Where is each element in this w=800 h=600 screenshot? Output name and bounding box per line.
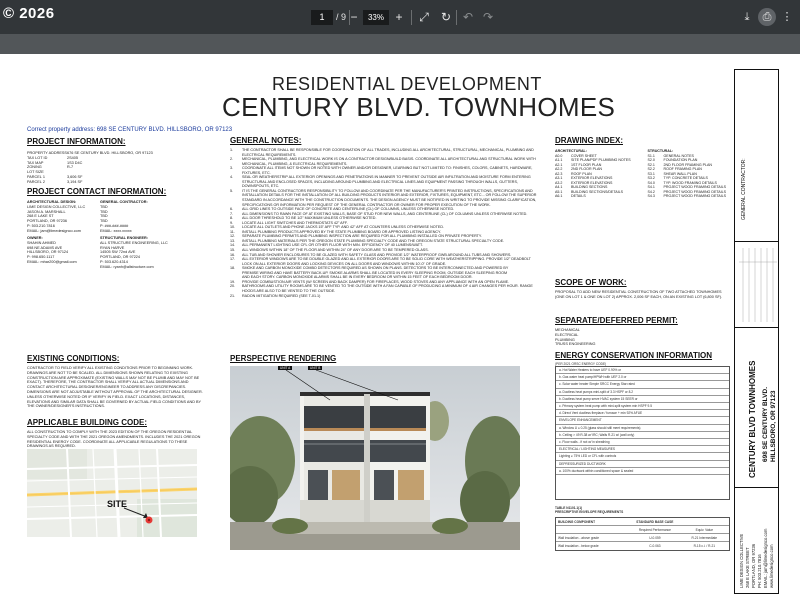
general-note-number: 17. [230, 257, 236, 262]
general-note-text: LOCATE ALL LIGHT SWITCHES AND THERMOSTATS 42" AFF. [242, 220, 348, 225]
general-note-text: SMOKE AND CARBON MONOXIDE COMBO DETECTORS REQUIRED AS SHOWN ON PLANS. DETECTORS TO BE INTERCONNECTED AND POWERED BY [242, 266, 509, 271]
unit-b-label: UNIT B [310, 366, 321, 370]
firm-info-line: LIME DESIGN COLLECTIVE [739, 533, 744, 588]
general-note-text: ALL WINDOWS WITHIN 18" OF THE FLOOR AND WITHIN 24" OF ANY DOOR ARE TO BE TEMPERED GLASS. [242, 248, 429, 253]
page-number-input[interactable]: 1 [311, 10, 333, 25]
general-note-text: MECHANICAL, PLUMBING, & ELECTRICAL REQUIREMENTS. [242, 161, 348, 166]
project-info-value: R-7 [67, 165, 74, 170]
rotate-icon[interactable]: ↻ [440, 10, 452, 24]
general-note-text: ALL TUB AND SHOWER ENCLOSURES TO BE GLAZED WITH SAFETY GLASS AND PROVIDE 1/2" WATERPROOF GWB AROUND ALL TUBS AND SHOWERS. [242, 252, 512, 257]
general-note-text: SEPARATE PLUMBING PERMITS AND PLUMBING INSPECTION ARE REQUIRED FOR ALL PLUMBING INSTALLED ON PRIVATE PROPERTY. [242, 234, 482, 239]
permit-item: TRUSS ENGINEERING [555, 342, 596, 347]
project-info-key: LOT SIZE [27, 170, 44, 175]
contact-line: EMAIL: ryanh@allstructure.com [100, 264, 154, 269]
envelope-cell: Wall insulation - above grade [558, 535, 599, 540]
contact-line: LIME DESIGN COLLECTIVE, LLC [27, 204, 86, 209]
contact-line: TBD [100, 219, 108, 224]
project-info-value: 676 SE CENTURY BLVD. HILLSBORO, OR 97123 [67, 151, 153, 155]
energy-measure-row: d. Direct Vent ductless fireplace / furnace + min 92% AFUE [556, 410, 729, 417]
title-block-address-1: 698 SE CENTURY BLVD. [762, 386, 769, 462]
energy-measure-row: a. 100% ductwork within conditioned space & sealed [556, 468, 729, 475]
firm-cell [735, 488, 778, 595]
envelope-header-cell: BUILDING COMPONENT [558, 519, 596, 524]
project-title-cell [735, 328, 778, 488]
general-note-text: HOODS ARE ALSO TO BE VENTED TO THE OUTSIDE. [242, 288, 336, 293]
firm-info-line: 268 E LAKE STREET [745, 547, 750, 588]
project-info-key: PARCEL 1 [27, 174, 45, 179]
contact-line: P: ###-###-#### [100, 223, 129, 228]
zoom-out-button[interactable]: − [350, 10, 358, 24]
project-info-heading: PROJECT INFORMATION: [27, 137, 126, 146]
general-contractor-cell [735, 70, 778, 242]
general-contractor-contact: GENERAL CONTRACTOR: TBD TBD TBD TBD P: ###-###-#### EMAIL: xxxx.xxxxx [100, 200, 180, 234]
sheet-code: A2.2 [555, 167, 563, 171]
zoom-in-button[interactable]: + [395, 10, 403, 24]
more-options-icon[interactable]: ⋮ [781, 11, 793, 23]
zoom-level-input[interactable]: 33% [363, 10, 389, 25]
contact-line: ALL STRUCTURE ENGINEERING, LLC [100, 240, 168, 245]
general-note-number: 15. [230, 248, 236, 253]
perspective-heading: PERSPECTIVE RENDERING [230, 354, 337, 363]
general-note-number: 6. [230, 207, 234, 212]
envelope-subheader-cell: Required Performance [638, 527, 671, 532]
project-info-value: 1S3 D4C [67, 160, 83, 165]
sheet-title: 2ND FLOOR PLAN [571, 167, 602, 171]
contact-line: EMAIL: mhar200@gmail.com [27, 259, 77, 264]
toolbar-divider [411, 10, 412, 25]
general-note-number: 14. [230, 243, 236, 248]
site-marker-label: SITE [107, 499, 128, 509]
sheet-title: EXTERIOR ELEVATIONS [571, 180, 613, 185]
project-info-key: PARCEL 2 [27, 179, 45, 184]
firm-info-line: PORTLAND, OR 97236 [751, 543, 756, 588]
general-note-text: SEAL OR WEATHERSTRIP ALL EXTERIOR OPENINGS AND PENETRATIONS IN MANNER TO PREVENT OUTSIDE AIR INFILTRATION AND MOISTURE FORM ENTERING [242, 175, 531, 180]
contact-info-heading: PROJECT CONTACT INFORMATION: [27, 187, 167, 196]
sheet-code: A2.3 [555, 171, 563, 176]
sheet-title: FOUNDATION PLAN [663, 158, 698, 162]
project-info-key: ZONING [27, 165, 42, 170]
contact-line: HILLSBORO, OR 97124 [27, 250, 69, 255]
sheet-title: PROJECT WOOD FRAMING DETAILS [663, 185, 727, 189]
permit-item: ELECTRICAL [555, 332, 579, 337]
contact-line: TBD [100, 209, 108, 214]
sheet-code: A3.1 [555, 176, 563, 180]
sheet-code: S4.0 [647, 180, 655, 185]
envelope-header-cell: STANDARD BASE CASE [636, 519, 674, 524]
energy-measure-row: ELECTRICAL / LIGHTING MEASURES [556, 446, 729, 453]
architectural-sheet-list: ARCHITECTURAL: A0.0 COVER SHEET A1.1 SITE PLAN/PDF PLUMBING NOTES A2.1 1ST FLOOR PLAN A2.2 2ND FLOOR PLAN A2.3 ROOF PLAN A3.1 EXTERIOR ELEVATIONS A3.2 EXTERIOR ELEVATIONS A4.1 BUILDING SECTIONS A5.1 BUILDING SECTIONS/DETAILS A6.1 DETAILS [555, 149, 638, 199]
firm-info-line: www.limedesignco.com [769, 544, 774, 588]
energy-measure-row: a. Window U ≤ 0.25 (glass should still meet requirements) [556, 425, 729, 432]
existing-heading: EXISTING CONDITIONS: [27, 354, 120, 363]
contact-line: P: 998.650.1117 [27, 255, 55, 260]
general-note-text: MECHANICAL, PLUMBING, AND ELECTRICAL WORK IS ON A CONTRACTOR DESIGN/BUILD BASIS. COORDINATE ALL ARCHITECTURAL AND STRUCTURAL WORK WITH [242, 157, 536, 162]
general-note-item [230, 294, 540, 299]
general-note-item [230, 166, 540, 171]
print-icon[interactable]: ⎙ [758, 8, 776, 26]
sheet-title: 2ND FLOOR FRAMING PLAN [663, 162, 713, 167]
sheet-code: S4.1 [647, 185, 655, 189]
sheet-title-line2: CENTURY BLVD. TOWNHOMES [222, 92, 616, 122]
contact-line: EMAIL: xxxx.xxxxx [100, 228, 132, 233]
unit-a-label: UNIT A [280, 366, 291, 370]
separate-permit-heading: SEPARATE/DEFERRED PERMIT: [555, 316, 678, 325]
contact-line: PORTLAND, OR 97236 [27, 219, 68, 224]
sheet-code: A6.1 [555, 194, 563, 198]
applicable-code-section [27, 418, 207, 449]
envelope-cell: C-0.063 [649, 544, 661, 549]
correct-address-note: Correct property address: 698 SE CENTURY BLVD. HILLSBORO, OR 97123 [27, 127, 233, 133]
sheet-title: GENERAL NOTES [663, 153, 694, 158]
envelope-row [556, 542, 729, 550]
energy-measures-table [555, 366, 730, 500]
sheet-title: BUILDING SECTIONS [571, 185, 608, 189]
permit-item: MECHANICAL [555, 328, 580, 332]
envelope-header-row [556, 518, 729, 526]
envelope-requirements-table: TABLE N1101.1(1) PRESCRIPTIVE ENVELOPE REQUIREMENTS BUILDING COMPONENT STANDARD BASE CASE Required Performance Equiv. Value Wall insulation - above grade U-0.059 R-21 Intermediate Wall insulation - below grade C-0.063 R-15 c.i. / R-21 [555, 506, 730, 551]
scope-heading: SCOPE OF WORK: [555, 278, 627, 287]
general-notes-section [230, 136, 540, 298]
energy-heading: ENERGY CONSERVATION INFORMATION [555, 351, 713, 360]
sheet-code: A5.1 [555, 189, 563, 194]
general-note-text: PREMISE WIRING AND HAVE BATTERY BACK-UP. SMOKE ALARMS SHALL BE LOCATED IN EVERY SLEEPING ROOM, OUTSIDE EACH SLEEPING ROOM [242, 270, 508, 275]
general-note-text: ALL GRID LINES TO OUTSIDE FACE OF CONCRETE AND CENTERLINE (CL) OF COLUMNS, UNLESS OTHERWISE NOTED. [242, 207, 455, 212]
redo-icon[interactable]: ↷ [482, 10, 494, 24]
sheet-code: S4.3 [647, 194, 655, 198]
revision-cell [735, 242, 778, 328]
general-note-number: 1. [230, 148, 234, 152]
pdf-viewer-toolbar [0, 0, 800, 34]
toolbar-divider [456, 10, 457, 25]
general-note-text: ALL EXTERIOR WINDOWS ARE TO BE DOUBLE GLAZED AND ALL EXTERIOR DOORS ARE TO BE SOLID CORE WITH WEATHERSTRIPPING. PROVIDE 1/2" DEADBOLT [242, 257, 531, 262]
contact-line: PORTLAND, OR 97224 [100, 255, 141, 260]
applicable-text: ALL CONSTRUCTION TO COMPLY WITH THE 2023 EDITION OF THE OREGON RESIDENTIAL SPECIALTY CODE AND WITH THE 2021 OREGON AMENDMENTS. INCLUDES THE 2021 OREGON RESIDENTIAL ENERGY CODE. COORDINATE ALL APPLICABLE REGULATIONS TO THESE DRAWINGS AS REQUIRED. [27, 430, 201, 449]
sheet-title: BUILDING SECTIONS/DETAILS [571, 189, 624, 194]
general-note-text: DOWNSPOUTS, ETC. [242, 184, 280, 189]
project-info-value: 2S405 [67, 155, 78, 160]
general-notes-list [230, 148, 540, 298]
sheet-code: S2.1 [647, 162, 655, 167]
energy-measure-row: b. Ductless heat pump serve HVAC system 15 SEER or [556, 396, 729, 403]
general-note-text: STANDARD IN ACCORDANCE WITH THE CONSTRUCTION DOCUMENTS. THE DESIGN AGENCY MUST BE NOTIFIED IN WRITING TO PROVIDE MISSING CLARIFICATION, [242, 198, 537, 203]
sheet-code: S3.2 [647, 176, 655, 180]
sheet-title: DETAILS [571, 194, 586, 198]
drawing-index-row [648, 194, 731, 199]
sheet-code: S3.1 [647, 171, 655, 176]
general-note-number: 13. [230, 238, 236, 243]
project-info-key: TAX MAP [27, 160, 44, 165]
undo-icon[interactable]: ↶ [462, 10, 474, 24]
general-note-text: STRUCTURAL AND ENCLOSED SPACES, INCLUDING AROUND PLUMBING AND ELECTRICAL LINES AND EQUIPMENT PASSING THROUGH WALLS, GUTTERS, [242, 179, 518, 184]
structural-sheet-list: STRUCTURAL: S1.1 GENERAL NOTES S2.0 FOUNDATION PLAN S2.1 2ND FLOOR FRAMING PLAN S2.2 ROOF FRAMING PLAN S3.1 SHEAR WALL PLAN S3.2 TYP. CONCRETE DETAILS S4.0 TYP. WOOD FRAMING DETAILS S4.1 PROJECT WOOD FRAMING DETAILS S4.2 PROJECT WOOD FRAMING DETAILS S4.3 PROJECT WOOD FRAMING DETAILS [648, 149, 731, 199]
sheet-code: A1.1 [555, 158, 563, 162]
contact-line: 14505 SW 72nd AVE [100, 250, 136, 255]
drawing-index-heading: DRAWING INDEX: [555, 136, 623, 145]
title-block-address-2: HILLSBORO, OR 97123 [770, 390, 777, 462]
sheet-title: EXTERIOR ELEVATIONS [571, 176, 613, 180]
general-note-text: ELECTRICAL REQUIREMENTS. [242, 152, 297, 157]
structural-engineer-contact: STRUCTURAL ENGINEER: ALL STRUCTURE ENGINEERING, LLC RYAN HARVE 14505 SW 72nd AVE PORTLAND, OR 97224 P: 503.620.4314 EMAIL: ryanh@allstructure.com [100, 236, 180, 270]
general-note-text: PROVIDE COMBUSTION AIR VENTS (W/ SCREEN AND BACK DAMPER) FOR FIREPLACES, WOOD STOVES AND ANY APPLIANCE WITH AN OPEN FLAME. [242, 279, 510, 284]
sheet-title-line1: RESIDENTIAL DEVELOPMENT [272, 74, 542, 94]
envelope-subheader-row [556, 526, 729, 534]
contact-line: P: 503.210.7816 [27, 223, 55, 228]
general-contractor-label: GENERAL CONTRACTOR: [741, 158, 747, 220]
existing-conditions-section [27, 354, 207, 409]
energy-measure-row: a. Hot Water Heaters to have UEF 0.90% or [556, 367, 729, 374]
energy-measure-row: Lighting ≥ 75% LED or CFL with controls [556, 453, 729, 460]
general-note-number: 16. [230, 252, 236, 257]
contact-line: RYAN HARVE [100, 245, 125, 250]
general-note-text: ALL DIMENSIONS TO RAWN FACE OF AT EXISTING WALLS, BASE OF STUD FOR NEW WALLS, AND CENTERLINE (CL) OF COLUMNS UNLESS OTHERWISE NOTED. [242, 211, 528, 216]
contact-line: SHAHIN AHMED [27, 240, 56, 245]
energy-measure-row: ENVELOPE ENHANCEMENT [556, 417, 729, 424]
sheet-title: 1ST FLOOR PLAN [571, 162, 602, 167]
general-note-number: 20. [230, 284, 236, 289]
energy-measure-row: c. Solar water heater Simple SRCC Energy Star rated [556, 381, 729, 388]
separate-permit-section [555, 316, 730, 347]
energy-subheading: (PER 2021 ORSC ENERGY CODE) [555, 362, 607, 366]
contact-line: JASON A. MARSHALL [27, 209, 66, 214]
drawing-index-section [555, 136, 730, 199]
general-note-text: ALL DOOR THRESHOLD TO BE 1/2" MAXIMUM UNLESS OTHERWISE NOTED. [242, 216, 377, 221]
general-notes-heading: GENERAL NOTES: [230, 136, 302, 145]
general-note-number: 4. [230, 175, 234, 180]
drawing-index-row [555, 194, 638, 199]
perspective-section [230, 354, 540, 363]
general-note-number: 11. [230, 229, 235, 234]
envelope-subheader-cell: Equiv. Value [695, 527, 713, 532]
general-note-number: 2. [230, 157, 234, 162]
project-info-table [27, 151, 197, 185]
project-info-key: PROPERTY ADDRESS [27, 151, 67, 155]
owner-contact: OWNER: SHAHIN AHMED 698 NE ADAMS AVE HILLSBORO, OR 97124 P: 998.650.1117 EMAIL: mhar200@gmail.com [27, 236, 107, 265]
contact-line: EMAIL: jam@limedesignco.com [27, 228, 81, 233]
general-note-text: INSTALL PLUMBING MATERIALS PER THE OREGON STATE PLUMBING SPECIALTY CODE AND THE OREGON STATE STRUCTURAL SPECIALTY CODE. [242, 238, 505, 243]
contact-line: TBD [100, 204, 108, 209]
fit-page-icon[interactable]: ⤢ [419, 10, 429, 24]
sheet-code: A3.2 [555, 180, 563, 185]
sheet-title: SHEAR WALL PLAN [663, 171, 697, 176]
general-note-text: RADON MITIGATION REQUIRED (SEE T-01.1) [242, 293, 321, 298]
title-block-project-name: CENTURY BLVD TOWNHOMES [748, 360, 757, 478]
envelope-row [556, 534, 729, 542]
sheet-code: S1.1 [647, 153, 655, 158]
general-note-number: 21. [230, 293, 236, 298]
general-note-number: 7. [230, 211, 234, 216]
energy-conservation-section [555, 351, 730, 366]
project-info-row [27, 180, 197, 185]
sheet-code: S4.2 [647, 189, 655, 194]
contact-line: 268 E LAKE ST [27, 214, 54, 219]
general-note-text: SPECIFICATIONS OR INFORMATION PER REQUEST OF THE GENERAL CONTRACTOR OR OWNER FOR PROPER EXECUTION OF THE WORK. [242, 202, 491, 207]
general-note-number: 10. [230, 225, 236, 230]
architectural-design-contact: ARCHITECTURAL DESIGN: LIME DESIGN COLLECTIVE, LLC JASON A. MARSHALL 268 E LAKE ST PORTLAND, OR 97236 P: 503.210.7816 EMAIL: jam@limedesignco.com [27, 200, 107, 234]
energy-measure-row: c. Floor walls - if not w/ in sheathing [556, 439, 729, 446]
general-note-text: INSTALLATION DETAILS FOR THE INSTALLATION OF ALL BUILDING PRODUCTS INTERIOR AND EXTERIOR, FIXTURES, EQUIPMENT, ETC... OR FOLLOW THE SUPERIOR [242, 193, 537, 198]
project-info-value: 3,606 SF [67, 174, 83, 179]
general-note-number: 9. [230, 220, 234, 225]
title-block [734, 69, 779, 594]
project-info-key: TAX LOT ID [27, 155, 48, 160]
general-note-text: THE CONTRACTOR SHALL BE RESPONSIBLE FOR COORDINATION OF ALL TRADES, INCLUDING ALL ARCHITECTURAL, STRUCTURAL, MECHANICAL, PLUMBING AND [242, 148, 534, 152]
general-note-text: AND EACH STORY. CARBON MONOXIDE ALARMS SHALL BE IN EVERY BEDROOM OR WITHIN 15 FEET OF EACH BEDROOM DOOR. [242, 275, 473, 280]
general-note-text: LOCK ON ALL EXTERIOR DOORS AND LOCKING DEVICES ON ALL DOORS AND WINDOWS WITHIN 10'-0" OF GRADE. [242, 261, 447, 266]
general-note-text: INSTALL PLUMBING PRODUCTS APPROVED BY THE STATE PLUMBING BOARD OR APPROVED LISTING AGENCY. [242, 229, 442, 234]
general-note-number: 12. [230, 234, 236, 239]
envelope-cell: R-21 Intermediate [691, 535, 718, 540]
sheet-code: A0.0 [555, 153, 563, 158]
sheet-code: A4.1 [555, 185, 563, 189]
general-note-text: COORDINATE ALL ITEMS NOT SHOWN OR NOTED WITH OWNER AND/OR DESIGNER, LEARNING BUT NOT LIMITED TO: FINISHES, COLORS, CABINETS, HARDWARE, [242, 166, 533, 171]
sheet-title: ROOF PLAN [571, 171, 592, 176]
general-note-number: 19. [230, 279, 236, 284]
site-location-map [27, 449, 197, 537]
envelope-cell: U-0.059 [649, 535, 661, 540]
sheet-code: S2.2 [647, 167, 655, 171]
sheet-code: A2.1 [555, 162, 563, 167]
pdf-page [0, 54, 800, 600]
contact-line: P: 503.620.4314 [100, 259, 128, 264]
energy-measure-row: c. Primary system heat pump with mini-split system min HSPF 9.5 [556, 403, 729, 410]
general-note-text: LOCATE ALL OUTLETS AND PHONE JACKS 15" AFF TYP. AND 42" AFF AT COUNTERS UNLESS OTHERWISE NOTED. [242, 225, 445, 230]
general-note-text: BATHROOMS AND UTILITY ROOMS ARE TO BE VENTED TO THE OUTSIDE WITH A FAN CAPABLE OF PRODUCING A MINIMUM OF 4 AIR CHANGES PER HOUR. RANGE [242, 284, 533, 289]
sheet-title: PROJECT WOOD FRAMING DETAILS [663, 194, 727, 198]
permit-item: PLUMBING [555, 337, 575, 342]
general-note-number: 3. [230, 166, 234, 171]
perspective-rendering-image [230, 366, 520, 550]
general-note-text: FIXTURES, ETC. [242, 170, 271, 175]
sheet-code: S2.0 [647, 158, 655, 162]
project-info-value: 3,194 SF [67, 179, 83, 184]
general-note-number: 5. [230, 188, 234, 193]
firm-info-line: PH: 503.210.7816 [757, 554, 762, 588]
general-note-text: ALL PERMANENT LIGHTING USE CFL OR OTHER FLUOR WITH MIN. EFFICIENCY OF 40 LUMENS/WATT. [242, 243, 423, 248]
sheet-title: COVER SHEET [571, 153, 597, 158]
applicable-heading: APPLICABLE BUILDING CODE: [27, 418, 147, 427]
sheet-title: TYP. CONCRETE DETAILS [663, 176, 708, 180]
page-total-label: / 9 [336, 12, 347, 22]
sheet-title: PROJECT WOOD FRAMING DETAILS [663, 189, 727, 194]
general-note-text: IT IS THE GENERAL CONTRACTORS RESPONSIBILITY TO FOLLOW AND COORDINATE PER THE MANUFACTURER'S PRINTED INSTRUCTIONS, SPECIFICATIONS AND [242, 188, 533, 193]
envelope-cell: Wall insulation - below grade [558, 544, 599, 549]
energy-measure-row: DEPRESSURIZED DUCTWORK [556, 461, 729, 468]
scope-of-work-section [555, 278, 730, 300]
contact-line: 698 NE ADAMS AVE [27, 245, 63, 250]
existing-text: CONTRACTOR TO FIELD VERIFY ALL EXISTING CONDITIONS PRIOR TO BEGINNING WORK. DRAWINGS ARE NOT TO BE SCALED. ALL DIMENSIONS SHOWN RELATING TO EXISTING CONSTRUCTION ARE APPROXIMATE (EXISTING WALLS MAY NOT BE PLUMB AND MAY NOT BE EXACT). THEREFORE, THE CONTRACTOR SHALL VERIFY ALL ACTUAL DIMENSIONS AND CONTACT ARCHITECTURAL DESIGNER/ENGINEER TO ADDRESS ANY DISCREPANCIES. DIMENSIONS ARE NOT ADJUSTABLE WITHOUT APPROVAL OF THE ARCHITECTURAL DESIGNER. UNLESS OTHERWISE NOTED OR IF VERIFY IN FIELD. EXACT LOCATIONS, DISTANCES, ELEVATIONS AND SIMILAR DATA SHALL BE GOVERNED BY ACTUAL FIELD CONDITIONS AND BY THE OWNER/DESIGNER'S INSTRUCTIONS. [27, 366, 203, 409]
envelope-cell: R-15 c.i. / R-21 [693, 544, 715, 549]
copyright-watermark: © 2026 [3, 5, 55, 22]
contact-line: TBD [100, 214, 108, 219]
energy-measure-row: b. Ceiling > 49 R-38 w/ IRC; Walls R-21 w/ (wall only) [556, 432, 729, 439]
scope-text: PROPOSAL TO ADD NEW RESIDENTIAL CONSTRUCTION OF TWO ATTACHED TOWNHOMES (ONE ON LOT 1 & ONE ON LOT 2) APPROX. 2,006 SF EACH, ON AN EXISTING LOT (6,800 SF). [555, 290, 723, 299]
sheet-title: SITE PLAN/PDF PLUMBING NOTES [571, 158, 631, 162]
energy-measure-row: b. Gas water heat pump/HPWH with UEF 2.0 or [556, 374, 729, 381]
general-note-number: 8. [230, 216, 234, 221]
sheet-title: TYP. WOOD FRAMING DETAILS [663, 180, 717, 185]
download-icon[interactable]: ⤓ [744, 11, 750, 23]
sheet-title: ROOF FRAMING PLAN [663, 167, 702, 171]
energy-measure-row: a. Ductless heat pumps mini-split of 3.3 HSPF or 8.2 [556, 389, 729, 396]
firm-info-line: EMAIL: jam@limedesignco.com [763, 528, 768, 588]
general-note-number: 18. [230, 266, 236, 271]
